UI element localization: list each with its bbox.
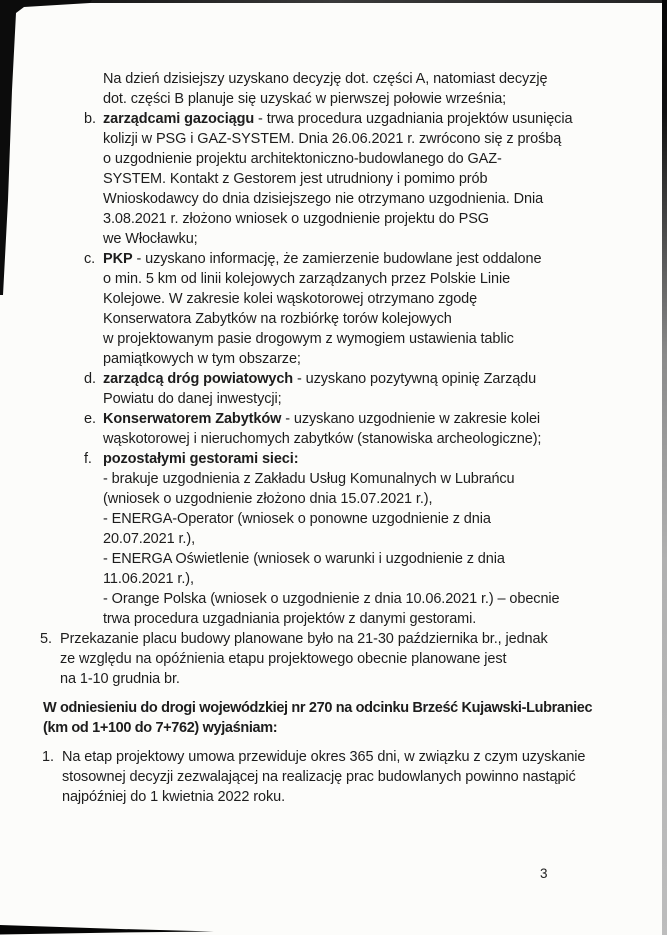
text-line: Przekazanie placu budowy planowane było na 21-30 października br., jednak bbox=[60, 631, 548, 647]
text-line: (km od 1+100 do 7+762) wyjaśniam: bbox=[43, 720, 278, 736]
text-line: - ENERGA Oświetlenie (wniosek o warunki i uzgodnienie z dnia bbox=[103, 551, 505, 567]
text-line: Kolejowe. W zakresie kolei wąskotorowej otrzymano zgodę bbox=[103, 291, 478, 307]
list-marker-e: e. bbox=[84, 411, 96, 427]
text-line: Na etap projektowy umowa przewiduje okres 365 dni, w związku z czym uzyskanie bbox=[62, 749, 586, 765]
list-marker-c: c. bbox=[84, 251, 96, 267]
text-line bbox=[103, 109, 667, 129]
bold-run: PKP bbox=[103, 251, 133, 267]
text-line: Wnioskodawcy do dnia dzisiejszego nie otrzymano uzgodnienia. Dnia bbox=[103, 191, 544, 207]
text-line: - brakuje uzgodnienia z Zakładu Usług Komunalnych w Lubrańcu bbox=[103, 471, 515, 487]
list-item-d bbox=[0, 369, 667, 409]
list-marker-1: 1. bbox=[42, 749, 54, 765]
text-run: - trwa procedura uzgadniania projektów usunięcia bbox=[254, 111, 573, 127]
text-line: (wniosek o uzgodnienie złożono dnia 15.07.2021 r.), bbox=[103, 491, 433, 507]
list-marker-b: b. bbox=[84, 111, 96, 127]
text-line: 20.07.2021 r.), bbox=[103, 531, 196, 547]
text-line: ze względu na opóźnienia etapu projektowego obecnie planowane jest bbox=[60, 651, 507, 667]
list-marker-5: 5. bbox=[40, 631, 52, 647]
text-line: we Włocławku; bbox=[103, 231, 198, 247]
text-line: kolizji w PSG i GAZ-SYSTEM. Dnia 26.06.2021 r. zwrócono się z prośbą bbox=[103, 131, 562, 147]
text-line: - ENERGA-Operator (wniosek o ponowne uzgodnienie z dnia bbox=[103, 511, 491, 527]
page-number: 3 bbox=[540, 866, 548, 881]
list-item-1 bbox=[0, 747, 667, 807]
text-line: na 1-10 grudnia br. bbox=[60, 671, 180, 687]
text-line: trwa procedura uzgadniania projektów z danymi gestorami. bbox=[103, 611, 477, 627]
text-line: - Orange Polska (wniosek o uzgodnienie z dnia 10.06.2021 r.) – obecnie bbox=[103, 591, 560, 607]
list-item-5 bbox=[0, 629, 667, 689]
text-line: W odniesieniu do drogi wojewódzkiej nr 270 na odcinku Brześć Kujawski-Lubraniec bbox=[43, 700, 593, 716]
list-item-e bbox=[0, 409, 667, 449]
bold-run: zarządcami gazociągu bbox=[103, 111, 255, 127]
paragraph-road-reference bbox=[0, 698, 667, 738]
scan-artifact-top-edge bbox=[0, 0, 667, 3]
text-line: wąskotorowej i nieruchomych zabytków (stanowiska archeologiczne); bbox=[103, 431, 542, 447]
bold-run: pozostałymi gestorami sieci: bbox=[103, 451, 299, 467]
text-run: - uzyskano uzgodnienie w zakresie kolei bbox=[281, 411, 541, 427]
text-run: - uzyskano informację, że zamierzenie budowlane jest oddalone bbox=[132, 251, 542, 267]
scan-artifact-bottom-bar bbox=[0, 918, 230, 935]
list-item-f bbox=[0, 449, 667, 629]
list-marker-d: d. bbox=[84, 371, 96, 387]
text-line: stosownej decyzji zezwalającej na realizację prac budowlanych powinno nastąpić bbox=[62, 769, 576, 785]
text-line bbox=[103, 369, 667, 389]
text-line: 11.06.2021 r.), bbox=[103, 571, 194, 587]
text-run: - uzyskano pozytywną opinię Zarządu bbox=[293, 371, 537, 387]
bold-run: Konserwatorem Zabytków bbox=[103, 411, 282, 427]
list-marker-f: f. bbox=[84, 451, 92, 467]
list-item-b bbox=[0, 109, 667, 249]
text-line bbox=[103, 249, 667, 269]
text-line: o min. 5 km od linii kolejowych zarządzanych przez Polskie Linie bbox=[103, 271, 511, 287]
bold-run: zarządcą dróg powiatowych bbox=[103, 371, 294, 387]
text-line: w projektowanym pasie drogowym z wymogiem ustawienia tablic bbox=[103, 331, 514, 347]
text-line bbox=[103, 409, 667, 429]
text-line: Na dzień dzisiejszy uzyskano decyzję dot. części A, natomiast decyzję bbox=[103, 71, 548, 87]
list-item-c bbox=[0, 249, 667, 369]
text-line: pamiątkowych w tym obszarze; bbox=[103, 351, 301, 367]
text-line: najpóźniej do 1 kwietnia 2022 roku. bbox=[62, 789, 286, 805]
text-line: dot. części B planuje się uzyskać w pierwszej połowie września; bbox=[103, 91, 507, 107]
paragraph-intro bbox=[0, 69, 667, 109]
document-body bbox=[0, 69, 667, 807]
text-line: Powiatu do danej inwestycji; bbox=[103, 391, 282, 407]
text-line: SYSTEM. Kontakt z Gestorem jest utrudniony i pomimo prób bbox=[103, 171, 488, 187]
text-line: Konserwatora Zabytków na rozbiórkę torów kolejowych bbox=[103, 311, 452, 327]
text-line: 3.08.2021 r. złożono wniosek o uzgodnienie projektu do PSG bbox=[103, 211, 489, 227]
text-line bbox=[103, 449, 667, 469]
text-line: o uzgodnienie projektu architektoniczno-budowlanego do GAZ- bbox=[103, 151, 502, 167]
